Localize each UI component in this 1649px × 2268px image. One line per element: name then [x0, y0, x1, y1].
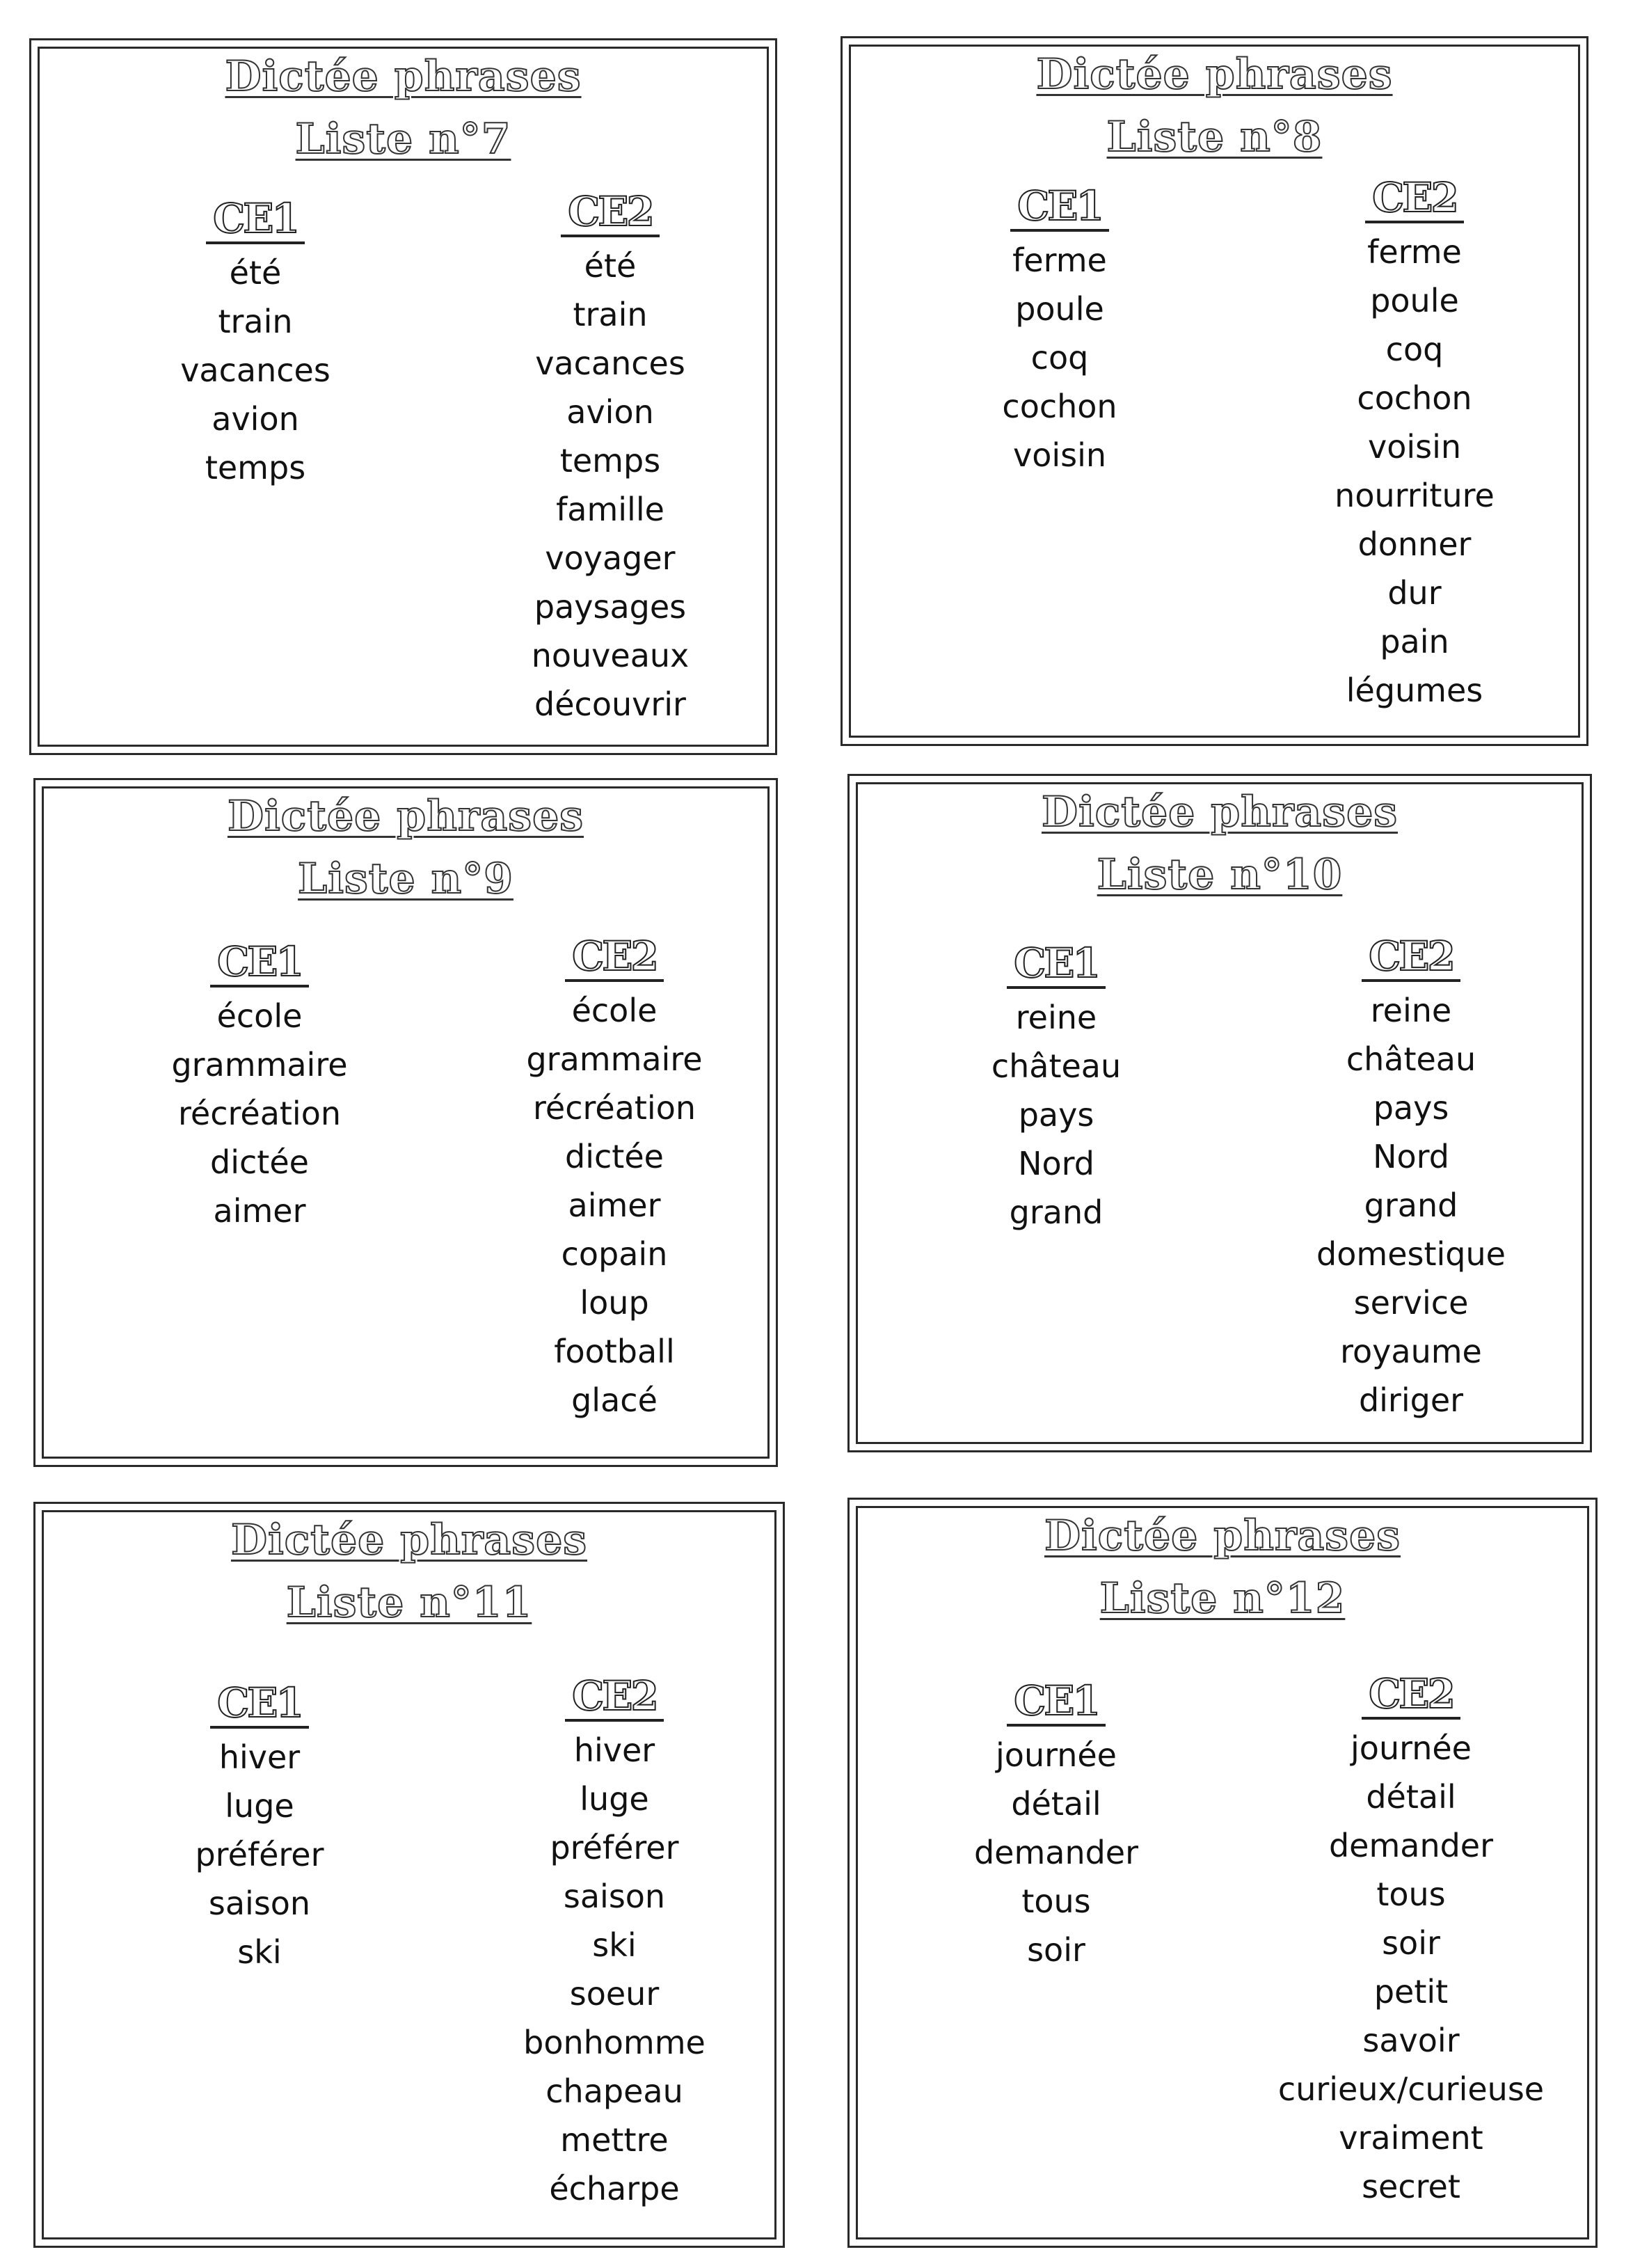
word-item: découvrir — [534, 685, 686, 723]
list-card-11 — [33, 1502, 785, 2248]
word-item: football — [554, 1333, 675, 1370]
word-item: pays — [1373, 1089, 1449, 1127]
word-item: pain — [1380, 623, 1449, 660]
word-item: coq — [1385, 331, 1444, 368]
list-card-10 — [847, 774, 1592, 1452]
word-item: diriger — [1358, 1381, 1464, 1419]
word-item: saison — [563, 1878, 666, 1915]
word-item: château — [1346, 1040, 1476, 1078]
card-subtitle: Liste n°10 — [1097, 850, 1343, 899]
word-item: avion — [566, 393, 654, 431]
word-item: donner — [1357, 525, 1472, 563]
word-item: Nord — [1018, 1145, 1094, 1182]
ce1-column — [914, 182, 1206, 479]
word-item: poule — [1015, 290, 1104, 328]
card-inner — [42, 1510, 776, 2239]
word-item: récréation — [533, 1089, 696, 1127]
card-subtitle: Liste n°9 — [298, 855, 513, 903]
word-item: journée — [1351, 1729, 1472, 1767]
ce2-column — [1268, 174, 1561, 715]
ce1-heading: CE1 — [1007, 943, 1106, 989]
word-item: bonhomme — [523, 2024, 706, 2061]
word-item: saison — [208, 1885, 311, 1922]
word-item: été — [229, 254, 282, 292]
word-item: soir — [1382, 1924, 1440, 1962]
word-item: hiver — [218, 1738, 301, 1776]
word-item: vacances — [535, 344, 685, 382]
word-item: dictée — [210, 1143, 309, 1181]
word-item: copain — [561, 1235, 668, 1273]
ce1-word-list — [914, 236, 1206, 479]
word-item: paysages — [534, 588, 687, 626]
word-item: savoir — [1362, 2022, 1460, 2059]
card-title: Dictée phrases — [230, 1516, 588, 1564]
word-item: dur — [1387, 574, 1442, 612]
ce2-word-list — [464, 241, 756, 729]
card-subtitle: Liste n°11 — [286, 1578, 532, 1627]
word-item: demander — [1328, 1827, 1494, 1864]
word-item: aimer — [213, 1192, 306, 1230]
word-item: été — [584, 247, 637, 285]
word-item: préférer — [550, 1829, 679, 1866]
word-item: luge — [580, 1780, 649, 1818]
ce1-heading: CE1 — [1007, 1681, 1106, 1727]
ce1-word-list — [113, 1733, 406, 1976]
word-item: famille — [556, 491, 664, 528]
ce1-heading: CE1 — [1010, 186, 1109, 232]
word-item: train — [573, 296, 648, 333]
word-item: chapeau — [545, 2072, 683, 2110]
word-item: voisin — [1367, 428, 1462, 466]
word-item: grammaire — [171, 1046, 348, 1084]
word-item: mettre — [560, 2121, 669, 2159]
word-item: nourriture — [1335, 477, 1495, 514]
card-subtitle: Liste n°7 — [295, 115, 511, 164]
word-item: château — [991, 1047, 1122, 1085]
word-item: aimer — [568, 1187, 661, 1224]
word-item: temps — [559, 442, 661, 479]
ce2-word-list — [1265, 986, 1557, 1425]
word-item: luge — [225, 1787, 294, 1825]
word-item: tous — [1376, 1876, 1446, 1913]
ce1-heading: CE1 — [206, 198, 305, 244]
ce2-word-list — [1268, 228, 1561, 715]
word-item: avion — [212, 400, 299, 438]
word-item: préférer — [195, 1836, 324, 1873]
ce1-heading: CE1 — [210, 1683, 309, 1729]
ce2-word-list — [468, 1726, 760, 2213]
ce1-column — [910, 939, 1202, 1237]
word-item: voisin — [1012, 436, 1107, 474]
card-inner — [856, 782, 1584, 1444]
word-item: coq — [1030, 339, 1089, 376]
word-item: vacances — [180, 351, 330, 389]
card-title: Dictée phrases — [1044, 1512, 1401, 1560]
word-item: voyager — [545, 539, 676, 577]
ce1-column — [109, 195, 401, 492]
word-item: écharpe — [549, 2170, 680, 2207]
card-inner — [849, 45, 1580, 738]
word-item: temps — [205, 449, 306, 486]
word-item: vraiment — [1339, 2119, 1483, 2157]
word-item: demander — [973, 1834, 1139, 1871]
word-item: curieux/curieuse — [1277, 2070, 1545, 2108]
ce1-heading: CE1 — [210, 942, 309, 988]
word-item: reine — [1015, 999, 1097, 1036]
ce2-column — [1265, 933, 1557, 1425]
ce1-word-list — [910, 993, 1202, 1237]
word-item: ski — [592, 1926, 637, 1964]
ce1-word-list — [910, 1731, 1202, 1974]
word-item: légumes — [1346, 672, 1483, 709]
ce2-heading: CE2 — [1362, 1674, 1460, 1720]
word-item: service — [1353, 1284, 1469, 1322]
word-item: royaume — [1340, 1333, 1482, 1370]
ce2-heading: CE2 — [561, 191, 660, 237]
word-item: soeur — [569, 1975, 660, 2013]
word-item: soir — [1027, 1931, 1085, 1969]
ce2-column — [1265, 1670, 1557, 2211]
word-item: ferme — [1367, 233, 1462, 271]
word-item: dictée — [565, 1138, 664, 1175]
card-inner — [42, 786, 770, 1459]
word-item: journée — [996, 1736, 1117, 1774]
ce2-word-list — [468, 986, 760, 1425]
ce2-heading: CE2 — [565, 936, 664, 982]
ce1-column — [113, 938, 406, 1235]
ce2-heading: CE2 — [565, 1676, 664, 1722]
ce2-column — [468, 933, 760, 1425]
ce1-column — [910, 1677, 1202, 1974]
word-item: tous — [1021, 1882, 1091, 1920]
list-card-9 — [33, 778, 778, 1467]
word-item: train — [218, 303, 293, 340]
word-item: détail — [1366, 1778, 1456, 1816]
card-title: Dictée phrases — [1036, 50, 1393, 99]
word-item: grammaire — [526, 1040, 703, 1078]
list-card-12 — [847, 1498, 1598, 2248]
word-item: détail — [1011, 1785, 1101, 1823]
ce1-word-list — [109, 248, 401, 492]
word-item: grand — [1009, 1194, 1104, 1231]
card-subtitle: Liste n°8 — [1106, 113, 1323, 161]
word-item: domestique — [1316, 1235, 1506, 1273]
word-item: école — [571, 992, 658, 1029]
word-item: grand — [1364, 1187, 1458, 1224]
word-item: secret — [1362, 2168, 1460, 2205]
list-card-7 — [29, 38, 777, 755]
word-item: pays — [1018, 1096, 1094, 1134]
ce1-word-list — [113, 992, 406, 1235]
word-item: hiver — [573, 1731, 655, 1769]
card-inner — [856, 1506, 1589, 2239]
ce2-heading: CE2 — [1362, 936, 1460, 982]
card-title: Dictée phrases — [225, 52, 582, 101]
word-item: loup — [580, 1284, 649, 1322]
word-item: poule — [1370, 282, 1459, 319]
list-card-8 — [841, 36, 1588, 746]
ce2-column — [464, 188, 756, 729]
card-title: Dictée phrases — [1041, 788, 1399, 836]
word-item: récréation — [178, 1095, 341, 1132]
card-inner — [38, 47, 769, 747]
word-item: nouveaux — [531, 637, 690, 674]
word-item: Nord — [1373, 1138, 1449, 1175]
word-item: reine — [1370, 992, 1452, 1029]
word-item: petit — [1373, 1973, 1449, 2011]
card-subtitle: Liste n°12 — [1099, 1574, 1346, 1623]
ce2-word-list — [1265, 1724, 1557, 2211]
word-item: glacé — [571, 1381, 658, 1419]
ce1-column — [113, 1679, 406, 1976]
ce2-column — [468, 1672, 760, 2213]
ce2-heading: CE2 — [1365, 177, 1464, 223]
word-item: école — [216, 997, 303, 1035]
word-item: ski — [237, 1933, 282, 1971]
word-item: ferme — [1012, 241, 1107, 279]
word-item: cochon — [1002, 388, 1117, 425]
card-title: Dictée phrases — [227, 792, 584, 841]
word-item: cochon — [1357, 379, 1472, 417]
